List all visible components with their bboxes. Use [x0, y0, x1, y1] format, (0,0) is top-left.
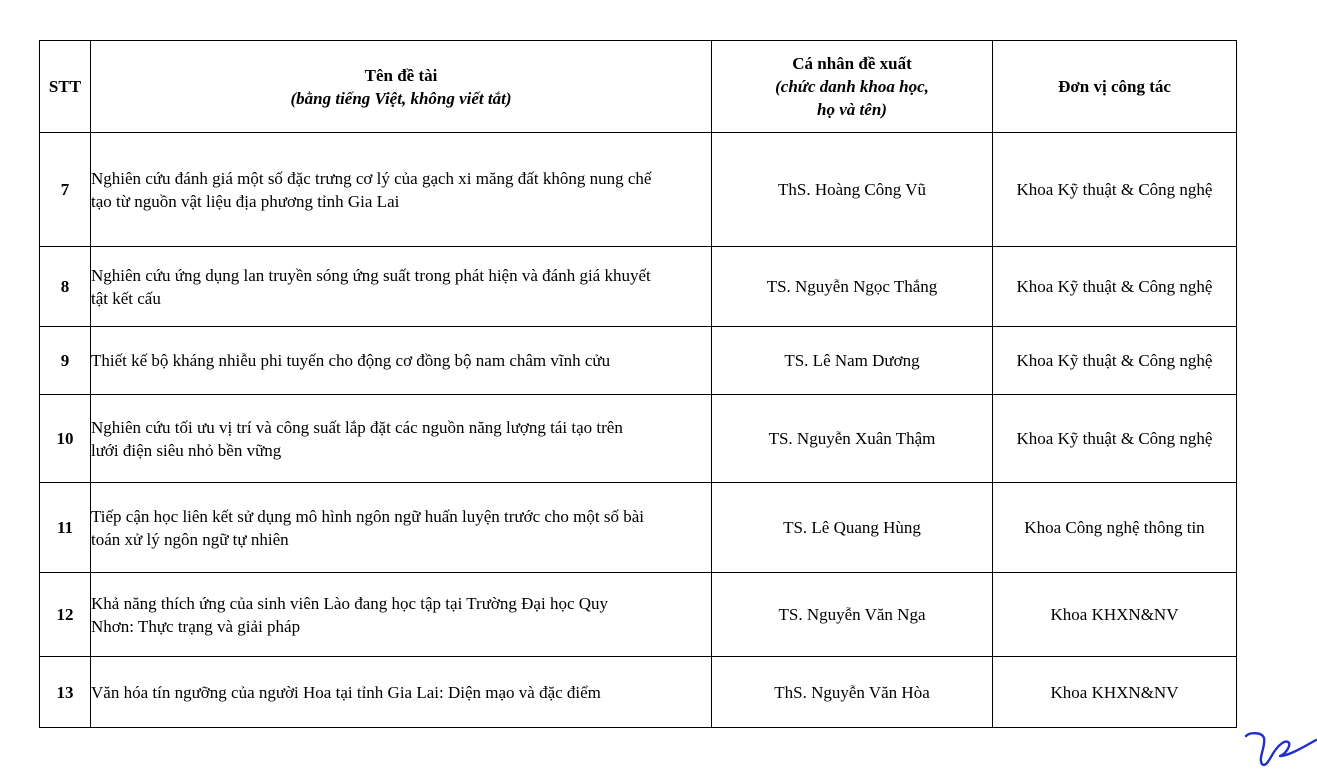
- row-stt: 8: [40, 247, 91, 327]
- row-topic-line-1: Văn hóa tín ngưỡng của người Hoa tại tỉnh Gia Lai: Diện mạo và đặc điểm: [91, 682, 601, 702]
- row-unit: Khoa KHXN&NV: [993, 573, 1237, 657]
- row-topic-line-2: Nhơn: Thực trạng và giải pháp: [91, 616, 301, 636]
- row-unit: Khoa Kỹ thuật & Công nghệ: [993, 133, 1237, 247]
- row-person: TS. Lê Quang Hùng: [712, 483, 993, 573]
- row-topic: [91, 327, 712, 395]
- row-topic-line-1: Khả năng thích ứng của sinh viên Lào đang học tập tại Trường Đại học Quy: [91, 593, 609, 613]
- row-topic: [91, 395, 712, 483]
- table-row: [40, 133, 1237, 247]
- handwritten-signature: [1240, 728, 1317, 770]
- row-person: TS. Nguyễn Ngọc Thắng: [712, 247, 993, 327]
- row-unit: Khoa Kỹ thuật & Công nghệ: [993, 395, 1237, 483]
- row-topic-line-1: Nghiên cứu ứng dụng lan truyền sóng ứng suất trong phát hiện và đánh giá khuyết: [91, 265, 651, 285]
- table-row: [40, 573, 1237, 657]
- row-topic-line-1: Nghiên cứu đánh giá một số đặc trưng cơ lý của gạch xi măng đất không nung chế: [91, 168, 652, 188]
- row-topic: [91, 573, 712, 657]
- row-topic-line-2: toán xử lý ngôn ngữ tự nhiên: [91, 529, 289, 549]
- header-person-subtitle-2: họ và tên): [817, 100, 887, 119]
- header-topic-title: Tên đề tài: [364, 65, 438, 85]
- table-row: [40, 247, 1237, 327]
- row-topic-line-2: tạo từ nguồn vật liệu địa phương tỉnh Gia Lai: [91, 191, 400, 211]
- row-topic: [91, 133, 712, 247]
- signature-stroke: [1246, 733, 1316, 765]
- row-stt: 13: [40, 657, 91, 728]
- row-topic: [91, 657, 712, 728]
- row-stt: 11: [40, 483, 91, 573]
- row-topic-line-1: Tiếp cận học liên kết sử dụng mô hình ngôn ngữ huấn luyện trước cho một số bài: [91, 506, 645, 526]
- table-row: [40, 327, 1237, 395]
- header-row: [40, 41, 1237, 133]
- row-stt: 7: [40, 133, 91, 247]
- row-unit: Khoa Kỹ thuật & Công nghệ: [993, 247, 1237, 327]
- row-topic-line-1: Nghiên cứu tối ưu vị trí và công suất lắp đặt các nguồn năng lượng tái tạo trên: [91, 417, 623, 437]
- proposal-table: [39, 40, 1237, 728]
- row-topic-line-2: lưới điện siêu nhỏ bền vững: [91, 440, 282, 460]
- row-topic: [91, 483, 712, 573]
- row-stt: 10: [40, 395, 91, 483]
- table-row: [40, 483, 1237, 573]
- header-person-subtitle-1: (chức danh khoa học,: [775, 77, 929, 96]
- header-topic-subtitle: (bằng tiếng Việt, không viết tắt): [290, 88, 512, 108]
- row-person: ThS. Hoàng Công Vũ: [712, 133, 993, 247]
- row-topic-line-1: Thiết kế bộ kháng nhiễu phi tuyến cho động cơ đồng bộ nam châm vĩnh cửu: [91, 351, 611, 370]
- row-topic-line-2: tật kết cấu: [91, 288, 161, 308]
- row-unit: Khoa Kỹ thuật & Công nghệ: [993, 327, 1237, 395]
- table-row: [40, 657, 1237, 728]
- table-row: [40, 395, 1237, 483]
- row-unit: Khoa KHXN&NV: [993, 657, 1237, 728]
- header-unit: Đơn vị công tác: [993, 41, 1237, 133]
- header-person: [712, 41, 993, 133]
- header-stt: STT: [40, 41, 91, 133]
- row-unit: Khoa Công nghệ thông tin: [993, 483, 1237, 573]
- row-topic: [91, 247, 712, 327]
- row-stt: 12: [40, 573, 91, 657]
- header-topic: [91, 41, 712, 133]
- row-stt: 9: [40, 327, 91, 395]
- row-person: TS. Lê Nam Dương: [712, 327, 993, 395]
- row-person: TS. Nguyễn Văn Nga: [712, 573, 993, 657]
- row-person: ThS. Nguyễn Văn Hòa: [712, 657, 993, 728]
- header-person-title: Cá nhân đề xuất: [792, 54, 912, 73]
- row-person: TS. Nguyễn Xuân Thậm: [712, 395, 993, 483]
